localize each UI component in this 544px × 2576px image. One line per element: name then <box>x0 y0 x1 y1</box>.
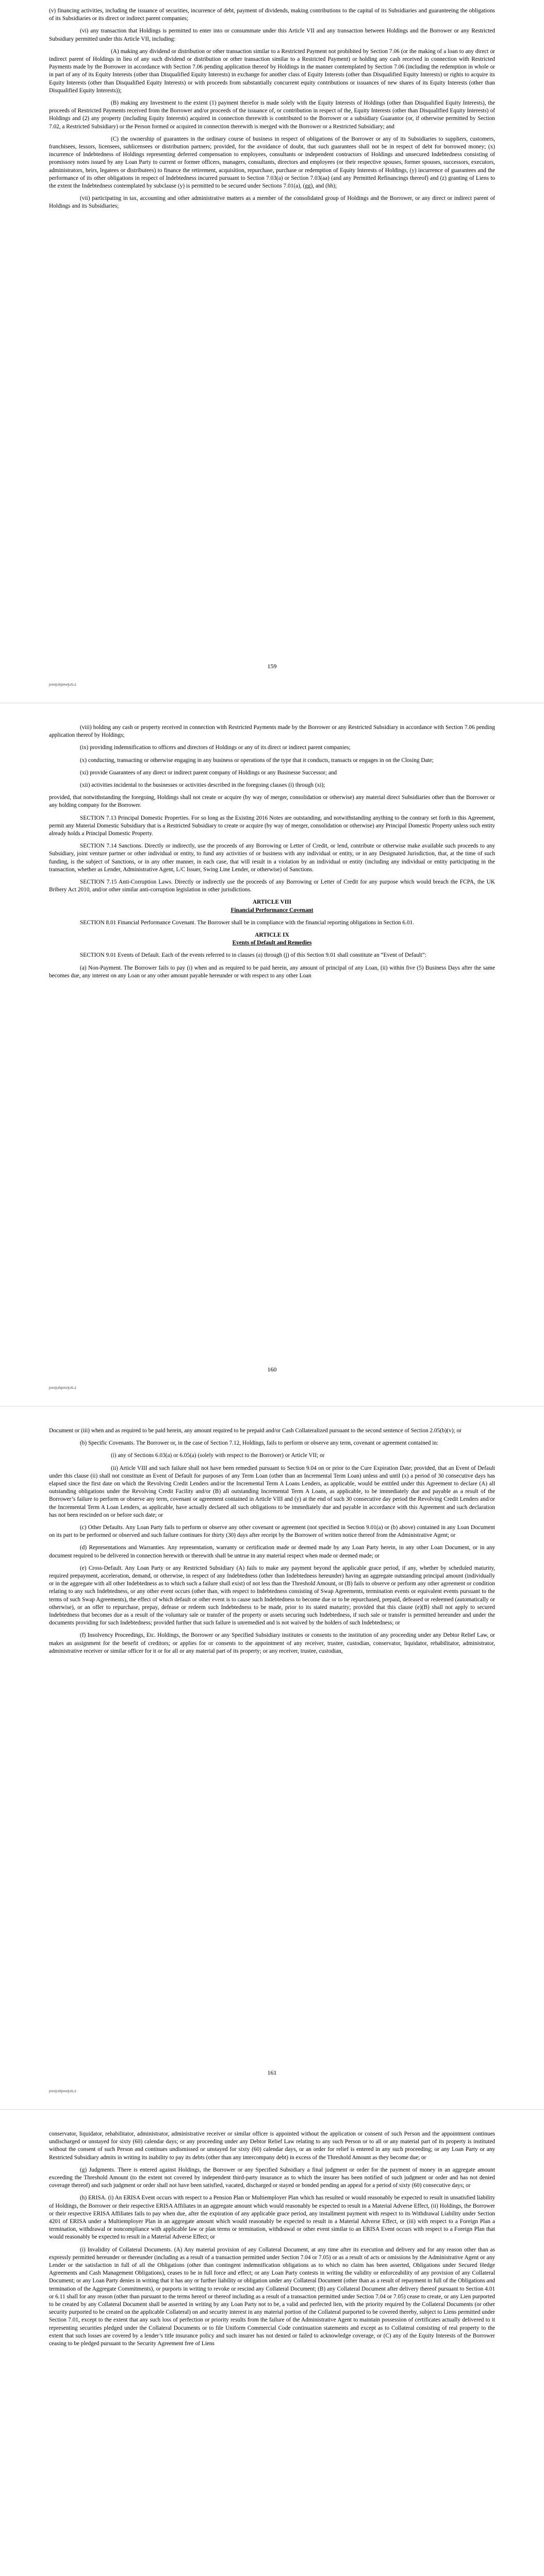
article-heading: ARTICLE VIII <box>252 899 292 906</box>
document-page-162 <box>0 2110 544 2576</box>
document-id: [###]US[###]US-2 <box>49 683 76 687</box>
paragraph: (vi) any transaction that Holdings is permitted to enter into or consummate under this Article VII and any transaction between Holdings and the Borrower or any Restricted Subsidiary permitted under this Article VII, including: <box>49 28 495 42</box>
paragraph: (c) Other Defaults. Any Loan Party fails to perform or observe any other covenant or agreement (not specified in Section 9.01(a) or (b) above) contained in any Loan Document on its part to be performed or observed and such failure continues for thirty (30) days after receipt by the Borrower of written notice thereof from the Administrative Agent; or <box>49 1524 495 1539</box>
page-number: 161 <box>267 2069 277 2076</box>
paragraph: (xi) provide Guarantees of any direct or indirect parent company of Holdings or any Businesse Successor; and <box>80 769 337 776</box>
paragraph: (xii) activities incidental to the businesses or activities described in the foregoing clauses (i) through (xi); <box>80 782 325 789</box>
paragraph: (C) the ownership of guarantees in the ordinary course of business in respect of obligations of the Borrower or any of its Subsidiaries to suppliers, customers, franchisees, lessors, licensees, sublicensees or distribution partners; provided, for the avoidance of doubt, that such guarantees shall not be in respect of debt for borrowed money; (x) incurrence of Indebtedness of Holdings representing deferred compensation to employees, consultants or independent contractors of Holdings and unsecured Indebtedness consisting of promissory notes issued by any Loan Party to current or former officers, managers, consultants, directors and employees (or their respective spouses, former spouses, successors, executors, administrators, heirs, legatees or distributees) to finance the retirement, acquisition, repurchase, purchase or redemption of Equity Interests of Holdings, (y) incurrence of guarantees and the performance of its other obligations in respect of Indebtedness incurred pursuant to Section 7.03(a) or Section 7.03(aa) (and any Permitted Refinancings thereof) and (z) granting of Liens to the extent the Indebtedness contemplated by subclause (y) is permitted to be secured under Sections 7.01(a), (gg), and (hh); <box>49 135 495 190</box>
page-number: 159 <box>267 663 277 670</box>
article-title: Financial Performance Covenant <box>230 907 314 913</box>
document-id: [###]US[###]US-2 <box>49 1386 76 1390</box>
paragraph: (i) any of Sections 6.03(a) or 6.05(a) (solely with respect to the Borrower) or Article VII; or <box>111 1452 325 1459</box>
section-8-01: SECTION 8.01 Financial Performance Covenant. The Borrower shall be in compliance with the financial reporting obligations in Section 6.01. <box>80 919 414 926</box>
paragraph: (ii) Article VIII and such failure shall not have been remedied pursuant to Section 9.04 on or prior to the Cure Expiration Date; provided, that an Event of Default under this clause (ii) shall not constitute an Event of Default for purposes of any Term Loan (other than an Incremental Term Loan) unless and until (x) a period of 30 consecutive days has elapsed since the first date on which the Revolving Credit Lenders and/or the Incremental Term A Loans Lenders, as applicable, would be entitled under this Agreement to declare (A) all outstanding obligations under the Revolving Credit Facility and/or (B) all outstanding Incremental Term A Loans, as applicable, to be immediately due and payable as a result of the Borrower’s failure to perform or observe any term, covenant or agreement contained in Article VIII and (y) at the end of such 30 consecutive day period the Revolving Credit Lenders and/or the Incremental Term A Loan Lenders, as applicable, have actually declared all such obligations to be immediately due and payable in accordance with this Agreement and such declaration has not been rescinded on or before such date; or <box>49 1465 495 1518</box>
page-body <box>49 1427 495 1660</box>
paragraph: (A) making any dividend or distribution or other transaction similar to a Restricted Payment not prohibited by Section 7.06 (or the making of a loan to any direct or indirect parent of Holdings in lieu of any such dividend or distribution or other transaction similar to a Restricted Payment) or holding any cash received in connection with Restricted Payments made by the Borrower in accordance with Section 7.06 pending application thereof by Holdings in the manner contemplated by Section 7.06 (including the redemption in whole or in part of any of its Equity Interests (other than Disqualified Equity Interests) in exchange for another class of Equity Interests (other than Disqualified Equity Interests) or rights to acquire its Equity Interests (other than Disqualified Equity Interests) or with proceeds from substantially concurrent equity contributions or issuances of new shares of its Equity Interests (other than Disqualified Equity Interests)); <box>49 48 495 94</box>
page-body <box>49 7 495 215</box>
paragraph: (i) Invalidity of Collateral Documents. (A) Any material provision of any Collateral Document, at any time after its execution and delivery and for any reason other than as expressly permitted hereunder or thereunder (including as a result of a transaction permitted under Section 7.04 or 7.05) or as a result of acts or omissions by the Administrative Agent or any Lender or the satisfaction in full of all the Obligations (other than contingent indemnification obligations as to which no claim has been asserted, Obligations under Secured Hedge Agreements and Cash Management Obligations), ceases to be in full force and effect; or any Loan Party contests in writing the validity or enforceability of any provision of any Collateral Document; or any Loan Party denies in writing that it has any or further liability or obligation under any Collateral Document (other than as a result of repayment in full of the Obligations and termination of the Aggregate Commitments), or purports in writing to revoke or rescind any Collateral Document; (B) any Collateral Document after delivery thereof pursuant to Section 4.01 or 6.11 shall for any reason (other than pursuant to the terms hereof or thereof including as a result of a transaction permitted under Section 7.04 or 7.05) cease to create, or any Lien purported to be created by any Collateral Document shall be asserted in writing by any Loan Party not to be, a valid and perfected lien, with the priority required by the Collateral Documents (or other security purported to be created on the applicable Collateral) on and security interest in any material portion of the Collateral purported to be covered thereby, subject to Liens permitted under Section 7.01, except to the extent that any such loss of perfection or priority results from the failure of the Administrative Agent to maintain possession of certificates actually delivered to it representing securities pledged under the Collateral Documents or to file Uniform Commercial Code continuation statements and except as to Collateral consisting of real property to the extent that such losses are covered by a lender’s title insurance policy and such insurer has not denied or failed to acknowledge coverage, or (C) any of the Equity Interests of the Borrower ceasing to be pledged pursuant to the Security Agreement free of Liens <box>49 2246 495 2347</box>
article-heading: ARTICLE IX <box>255 932 289 939</box>
section-7-13: SECTION 7.13 Principal Domestic Properties. For so long as the Existing 2016 Notes are outstanding, and notwithstanding anything to the contrary set forth in this Agreement, permit any Material Domestic Subsidiary that is a Restricted Subsidiary to create or acquire (by way of merger, consolidation or otherwise) any Principal Domestic Property unless such entity already holds a Principal Domestic Property. <box>49 815 495 837</box>
page-number: 160 <box>267 1366 277 1373</box>
paragraph: (b) Specific Covenants. The Borrower or, in the case of Section 7.12, Holdings, fails to perform or observe any term, covenant or agreement contained in: <box>80 1440 439 1447</box>
paragraph: (e) Cross-Default. Any Loan Party or any Restricted Subsidiary (A) fails to make any payment beyond the applicable grace period, if any, whether by scheduled maturity, required prepayment, acceleration, demand, or otherwise, in respect of any Indebtedness (other than Indebtedness hereunder) having an aggregate outstanding principal amount (individually or in the aggregate with all other Indebtedness as to which such a failure shall exist) of not less than the Threshold Amount, or (B) fails to observe or perform any other agreement or condition relating to any such Indebtedness, or any other event occurs (other than, with respect to Indebtedness consisting of Swap Agreements, termination events or equivalent events pursuant to the terms of such Swap Agreements), the effect of which default or other event is to cause such Indebtedness to become due or to be repurchased, prepaid, defeased or redeemed (automatically or otherwise), or an offer to repurchase, prepay, defease or redeem such Indebtedness to be made, prior to its stated maturity; provided that this clause (e)(B) shall not apply to secured Indebtedness that becomes due as a result of the voluntary sale or transfer of the property or assets securing such Indebtedness, if such sale or transfer is permitted hereunder and under the documents providing for such Indebtedness; provided further that such failure is unremedied and is not waived by the holders of such Indebtedness; or <box>49 1565 495 1626</box>
paragraph: (viii) holding any cash or property received in connection with Restricted Payments made by the Borrower or any Restricted Subsidiary in accordance with Section 7.06 pending application thereof by Holdings; <box>49 724 495 739</box>
section-7-15: SECTION 7.15 Anti-Corruption Laws. Directly or indirectly use the proceeds of any Borrowing or Letter of Credit for any purpose which would breach the FCPA, the UK Bribery Act 2010, and/or other similar anti-corruption legislation in other jurisdictions. <box>49 879 495 893</box>
document-page-160 <box>0 703 544 1406</box>
page-body <box>49 2130 495 2352</box>
paragraph: (a) Non-Payment. The Borrower fails to pay (i) when and as required to be paid herein, any amount of principal of any Loan, (ii) within five (5) Business Days after the same becomes due, any interest on any Loan or any other amount payable hereunder or with respect to any other Loan <box>49 964 495 979</box>
paragraph: Document or (iii) when and as required to be paid herein, any amount required to be prepaid and/or Cash Collateralized pursuant to the second sentence of Section 2.05(b)(v); or <box>49 1428 461 1434</box>
document-page-159 <box>0 0 544 703</box>
paragraph: (f) Insolvency Proceedings, Etc. Holdings, the Borrower or any Specified Subsidiary institutes or consents to the institution of any proceeding under any Debtor Relief Law, or makes an assignment for the benefit of creditors; or applies for or consents to the appointment of any receiver, trustee, custodian, conservator, liquidator, rehabilitator, administrator, administrative receiver or similar officer for it or for all or any material part of its property; or any receiver, trustee, custodian, <box>49 1632 495 1654</box>
paragraph: (x) conducting, transacting or otherwise engaging in any business or operations of the type that it conducts, transacts or engages in on the Closing Date; <box>80 757 434 764</box>
paragraph: (B) making any Investment to the extent (1) payment therefor is made solely with the Equity Interests of Holdings (other than Disqualified Equity Interests), the proceeds of Restricted Payments received from the Borrower and/or proceeds of the issuance of, or contribution in respect of the, Equity Interests (other than Disqualified Equity Interests) of Holdings and (2) any property (including Equity Interests) acquired in connection therewith is contributed to the Borrower or a subsidiary Guarantor (or, if otherwise permitted by Section 7.02, a Restricted Subsidiary) or the Person formed or acquired in connection therewith is merged with the Borrower or a Restricted Subsidiary; and <box>49 100 495 130</box>
page-body <box>49 724 495 985</box>
article-title: Events of Default and Remedies <box>232 940 312 946</box>
paragraph: (v) financing activities, including the issuance of securities, incurrence of debt, payment of dividends, making contributions to the capital of its Subsidiaries and guaranteeing the obligations of its Subsidiaries or its direct or indirect parent companies; <box>49 8 495 22</box>
paragraph: conservator, liquidator, rehabilitator, administrator, administrative receiver or similar officer is appointed without the application or consent of such Person and the appointment continues undischarged or unstayed for sixty (60) calendar days; or any proceeding under any Debtor Relief Law relating to any such Person or to all or any material part of its property is instituted without the consent of such Person and continues undismissed or unstayed for sixty (60) calendar days, or an order for relief is entered in any such proceeding; or any Loan Party or any Restricted Subsidiary admits in writing its inability to pay its debts (other than any intercompany debt) in excess of the Threshold Amount as they become due; or <box>49 2131 495 2161</box>
document-id: [###]US[###]US-2 <box>49 2090 76 2093</box>
paragraph: provided, that notwithstanding the foregoing, Holdings shall not create or acquire (by way of merger, consolidation or otherwise) any material direct Subsidiaries other than the Borrower or any holding company for the Borrower. <box>49 794 495 809</box>
paragraph: (vii) participating in tax, accounting and other administrative matters as a member of the consolidated group of Holdings and the Borrower, or any direct or indirect parent of Holdings and its Subsidiaries; <box>49 195 495 210</box>
section-9-01: SECTION 9.01 Events of Default. Each of the events referred to in clauses (a) through (j) of this Section 9.01 shall constitute an “Event of Default”: <box>80 952 426 959</box>
document-page-161 <box>0 1406 544 2110</box>
paragraph: (h) ERISA. (i) An ERISA Event occurs with respect to a Pension Plan or Multiemployer Plan which has resulted or would reasonably be expected to result in unsatisfied liability of Holdings, the Borrower or their respective ERISA Affiliates in an aggregate amount which would reasonably be expected to result in a Material Adverse Effect, (ii) Holdings, the Borrower or their respective ERISA Affiliates fails to pay when due, after the expiration of any applicable grace period, any installment payment with respect to its Withdrawal Liability under Section 4201 of ERISA under a Multiemployer Plan in an aggregate amount which would reasonably be expected to result in a Material Adverse Effect, or (iii) with respect to a Foreign Plan a termination, withdrawal or noncompliance with applicable law or plan terms or termination, withdrawal or other event similar to an ERISA Event occurs with respect to a Foreign Plan that would reasonably be expected to result in a Material Adverse Effect; or <box>49 2195 495 2241</box>
section-7-14: SECTION 7.14 Sanctions. Directly or indirectly, use the proceeds of any Borrowing or Letter of Credit, or lend, contribute or otherwise make available such proceeds to any Subsidiary, joint venture partner or other individual or entity, to fund any activities of or business with any individual or entity, or in any Designated Jurisdiction, that, at the time of such funding, is the subject of Sanctions, or in any other manner, in each case, that will result in a violation by an individual or entity (including any individual or entity participating in the transaction, whether as Lender, Administrative Agent, L/C Issuer, Swing Line Lender, or otherwise) of Sanctions. <box>49 843 495 873</box>
paragraph: (ix) providing indemnification to officers and directors of Holdings or any of its direct or indirect parent companies; <box>80 744 351 751</box>
paragraph: (g) Judgments. There is entered against Holdings, the Borrower or any Specified Subsidiary a final judgment or order for the payment of money in an aggregate amount exceeding the Threshold Amount (to the extent not covered by independent third-party insurance as to which the insurer has been notified of such judgment or order and has not denied coverage thereof) and such judgment or order shall not have been satisfied, vacated, discharged or stayed or bonded pending an appeal for a period of sixty (60) consecutive days; or <box>49 2166 495 2189</box>
paragraph: (d) Representations and Warranties. Any representation, warranty or certification made or deemed made by any Loan Party herein, in any other Loan Document, or in any document required to be delivered in connection herewith or therewith shall be untrue in any material respect when made or deemed made; or <box>49 1545 495 1559</box>
